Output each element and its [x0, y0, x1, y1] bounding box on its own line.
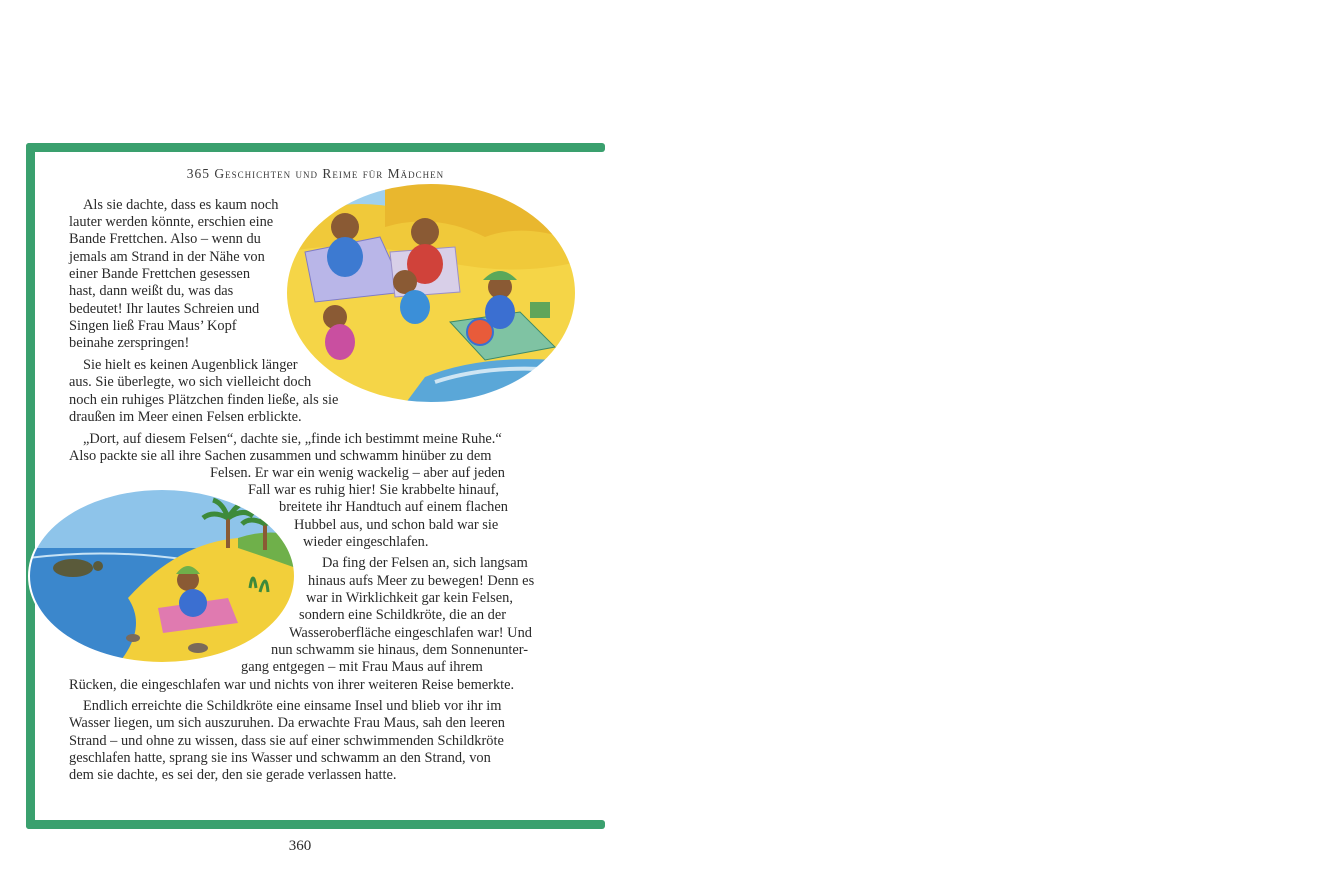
- paragraph-1-line: hast, dann weißt du, was das: [69, 283, 234, 299]
- paragraph-5-line: Endlich erreichte die Schildkröte eine einsame Insel und blieb vor ihr im: [83, 698, 502, 714]
- paragraph-3-line: wieder eingeschlafen.: [303, 534, 429, 550]
- paragraph-1-line: Singen ließ Frau Maus’ Kopf: [69, 318, 237, 334]
- paragraph-3-line: Also packte sie all ihre Sachen zusammen und schwamm hinüber zu dem: [69, 448, 492, 464]
- paragraph-1-line: beinahe zerspringen!: [69, 335, 190, 351]
- page-number: 360: [288, 838, 312, 854]
- paragraph-5-line: geschlafen hatte, sprang sie ins Wasser und schwamm an den Strand, von: [69, 750, 491, 766]
- paragraph-1-line: jemals am Strand in der Nähe von: [69, 249, 265, 265]
- beach-picnic-illustration: [285, 182, 577, 404]
- paragraph-4-line: Rücken, die eingeschlafen war und nichts von ihrer weiteren Reise bemerkte.: [69, 677, 515, 693]
- paragraph-5-line: Wasser liegen, um sich auszuruhen. Da erwachte Frau Maus, sah den leeren: [69, 715, 505, 731]
- paragraph-3-line: „Dort, auf diesem Felsen“, dachte sie, „finde ich bestimmt meine Ruhe.“: [83, 431, 502, 447]
- frame-left: [26, 143, 35, 829]
- running-header: [26, 166, 605, 182]
- paragraph-3-line: Felsen. Er war ein wenig wackelig – aber auf jeden: [210, 465, 505, 481]
- paragraph-1-line: Bande Frettchen. Also – wenn du: [69, 231, 261, 247]
- header-number: 365: [186, 166, 211, 181]
- paragraph-2-line: draußen im Meer einen Felsen erblickte.: [69, 409, 302, 425]
- paragraph-4-line: nun schwamm sie hinaus, dem Sonnenunter-: [271, 642, 529, 658]
- island-turtle-illustration: [28, 488, 296, 664]
- paragraph-4-line: Wasseroberfläche eingeschlafen war! Und: [289, 625, 532, 641]
- paragraph-1-line: Als sie dachte, dass es kaum noch: [83, 197, 279, 213]
- paragraph-4-line: hinaus aufs Meer zu bewegen! Denn es: [308, 573, 535, 589]
- paragraph-4-line: Da fing der Felsen an, sich langsam: [322, 555, 528, 571]
- paragraph-2-line: noch ein ruhiges Plätzchen finden ließe, als sie: [69, 392, 339, 408]
- paragraph-4-line: war in Wirklichkeit gar kein Felsen,: [306, 590, 513, 606]
- header-title: Geschichten und Reime für Mädchen: [214, 166, 445, 181]
- paragraph-3-line: breitete ihr Handtuch auf einem flachen: [279, 499, 508, 515]
- paragraph-1-line: einer Bande Frettchen gesessen: [69, 266, 251, 282]
- frame-bottom: [26, 820, 605, 829]
- paragraph-5-line: dem sie dachte, es sei der, den sie gerade verlassen hatte.: [69, 767, 397, 783]
- paragraph-3-line: Hubbel aus, und schon bald war sie: [294, 517, 499, 533]
- paragraph-5-line: Strand – und ohne zu wissen, dass sie auf einer schwimmenden Schildkröte: [69, 733, 504, 749]
- paragraph-4-line: gang entgegen – mit Frau Maus auf ihrem: [241, 659, 483, 675]
- paragraph-4-line: sondern eine Schildkröte, die an der: [299, 607, 506, 623]
- paragraph-1-line: bedeutet! Ihr lautes Schreien und: [69, 301, 260, 317]
- frame-top: [26, 143, 605, 152]
- paragraph-3-line: Fall war es ruhig hier! Sie krabbelte hinauf,: [248, 482, 499, 498]
- paragraph-2-line: Sie hielt es keinen Augenblick länger: [83, 357, 298, 373]
- paragraph-1-line: lauter werden könnte, erschien eine: [69, 214, 274, 230]
- paragraph-2-line: aus. Sie überlegte, wo sich vielleicht doch: [69, 374, 312, 390]
